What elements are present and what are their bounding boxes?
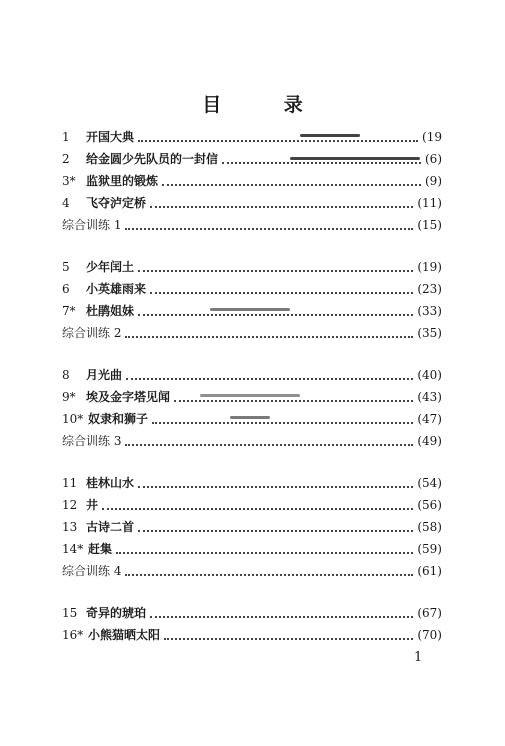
toc-exercise[interactable]	[62, 216, 442, 234]
entry-page: (67)	[417, 606, 442, 620]
entry-title: 给金圆少先队员的一封信	[86, 152, 219, 166]
entry-title: 古诗二首	[86, 520, 135, 534]
toc-entry[interactable]	[62, 604, 442, 622]
entry-number: 8	[62, 368, 70, 382]
scan-smudge	[230, 416, 270, 419]
entry-title: 奇异的琥珀	[86, 606, 147, 620]
toc-entry[interactable]	[62, 496, 442, 514]
entry-title: 赶集	[88, 542, 113, 556]
dot-leader	[222, 161, 421, 164]
exercise-title: 综合训练 2	[62, 326, 122, 340]
dot-leader	[116, 551, 413, 554]
entry-page: (58)	[417, 520, 442, 534]
dot-leader	[126, 377, 413, 380]
exercise-page: (15)	[417, 218, 442, 232]
toc-entry[interactable]	[62, 128, 442, 146]
toc-entry[interactable]	[62, 172, 442, 190]
entry-number: 13	[62, 520, 78, 534]
dot-leader	[174, 399, 413, 402]
entry-number: 9*	[62, 390, 76, 404]
toc-entry[interactable]	[62, 626, 442, 644]
dot-leader	[162, 183, 421, 186]
page-number: 1	[414, 650, 423, 665]
dot-leader	[125, 335, 413, 338]
entry-page: (54)	[417, 476, 442, 490]
entry-title: 月光曲	[86, 368, 123, 382]
entry-title: 飞夺泸定桥	[86, 196, 147, 210]
exercise-page: (35)	[417, 326, 442, 340]
entry-page: (43)	[417, 390, 442, 404]
dot-leader	[138, 485, 413, 488]
page-title: 目 录	[202, 94, 331, 116]
dot-leader	[164, 637, 413, 640]
toc-entry[interactable]	[62, 258, 442, 276]
entry-title: 监狱里的锻炼	[86, 174, 159, 188]
toc-exercise[interactable]	[62, 324, 442, 342]
entry-number: 11	[62, 476, 78, 490]
scan-smudge	[200, 394, 300, 397]
entry-number: 10*	[62, 412, 84, 426]
entry-page: (70)	[417, 628, 442, 642]
dot-leader	[138, 529, 413, 532]
toc-entry[interactable]	[62, 194, 442, 212]
entry-page: (19)	[417, 260, 442, 274]
entry-page: (19	[422, 130, 442, 144]
entry-number: 4	[62, 196, 70, 210]
exercise-title: 综合训练 3	[62, 434, 122, 448]
entry-title: 小熊猫晒太阳	[88, 628, 161, 642]
entry-title: 井	[86, 498, 99, 512]
entry-number: 16*	[62, 628, 84, 642]
toc-entry[interactable]	[62, 388, 442, 406]
entry-title: 桂林山水	[86, 476, 135, 490]
entry-title: 杜鹃姐妹	[86, 304, 135, 318]
exercise-page: (49)	[417, 434, 442, 448]
entry-title: 少年闰土	[86, 260, 135, 274]
exercise-title: 综合训练 1	[62, 218, 122, 232]
toc-entry[interactable]	[62, 540, 442, 558]
entry-page: (11)	[417, 196, 442, 210]
dot-leader	[138, 313, 413, 316]
dot-leader	[125, 443, 413, 446]
entry-title: 奴隶和狮子	[88, 412, 149, 426]
entry-number: 15	[62, 606, 78, 620]
entry-title: 小英雄雨来	[86, 282, 147, 296]
exercise-title: 综合训练 4	[62, 564, 122, 578]
dot-leader	[138, 269, 413, 272]
entry-number: 7*	[62, 304, 76, 318]
toc-entry[interactable]	[62, 474, 442, 492]
scan-smudge	[300, 134, 360, 137]
entry-number: 6	[62, 282, 70, 296]
entry-title: 开国大典	[86, 130, 135, 144]
scan-smudge	[210, 308, 290, 311]
exercise-page: (61)	[417, 564, 442, 578]
toc-entry[interactable]	[62, 410, 442, 428]
entry-page: (6)	[425, 152, 442, 166]
entry-page: (23)	[417, 282, 442, 296]
entry-page: (40)	[417, 368, 442, 382]
entry-number: 3*	[62, 174, 76, 188]
toc-exercise[interactable]	[62, 562, 442, 580]
dot-leader	[125, 227, 413, 230]
entry-number: 5	[62, 260, 70, 274]
entry-page: (47)	[417, 412, 442, 426]
dot-leader	[150, 291, 413, 294]
toc-entry[interactable]	[62, 302, 442, 320]
entry-page: (9)	[425, 174, 442, 188]
scan-smudge	[290, 157, 420, 160]
entry-page: (59)	[417, 542, 442, 556]
dot-leader	[125, 573, 413, 576]
entry-page: (56)	[417, 498, 442, 512]
entry-number: 14*	[62, 542, 84, 556]
toc-entry[interactable]	[62, 518, 442, 536]
entry-page: (33)	[417, 304, 442, 318]
dot-leader	[138, 139, 418, 142]
dot-leader	[152, 421, 413, 424]
toc-entry[interactable]	[62, 280, 442, 298]
dot-leader	[102, 507, 413, 510]
entry-number: 1	[62, 130, 70, 144]
toc-exercise[interactable]	[62, 432, 442, 450]
entry-title: 埃及金字塔见闻	[86, 390, 171, 404]
toc-entry[interactable]	[62, 366, 442, 384]
dot-leader	[150, 205, 413, 208]
dot-leader	[150, 615, 413, 618]
entry-number: 12	[62, 498, 78, 512]
entry-number: 2	[62, 152, 70, 166]
